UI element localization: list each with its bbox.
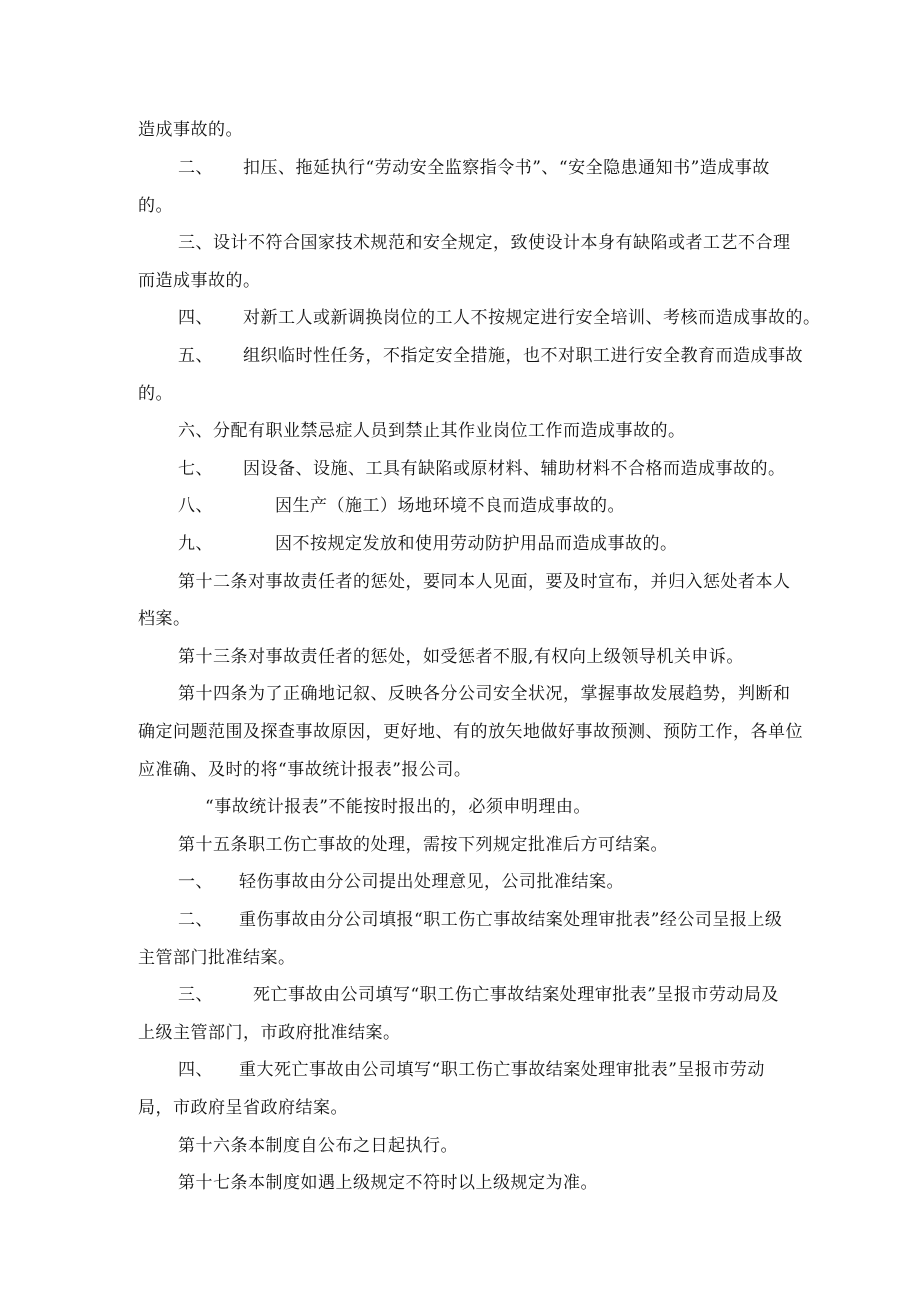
item-number: 四、 [178, 308, 213, 328]
list-item: 二、 重伤事故由分公司填报“职工伤亡事故结案处理审批表”经公司呈报上级 [178, 910, 783, 930]
article-paragraph: 第十七条本制度如遇上级规定不符时以上级规定为准。 [178, 1173, 598, 1193]
text-line: 的。 [138, 196, 173, 216]
list-item: 一、 轻伤事故由分公司提出处理意见，公司批准结案。 [178, 872, 624, 892]
article-paragraph: 第十三条对事故责任者的惩处，如受惩者不服,有权向上级领导机关申诉。 [178, 647, 744, 667]
item-number: 八、 [178, 496, 213, 516]
item-number: 四、 [178, 1060, 213, 1080]
item-number: 五、 [178, 346, 213, 366]
list-item: 七、 因设备、设施、工具有缺陷或原材料、辅助材料不合格而造成事故的。 [178, 459, 786, 479]
item-number: 二、 [178, 158, 213, 178]
list-item: 四、 重大死亡事故由公司填写“职工伤亡事故结案处理审批表”呈报市劳动 [178, 1060, 765, 1080]
text-line: 而造成事故的。 [138, 271, 261, 291]
list-item: 八、 因生产（施工）场地环境不良而造成事故的。 [178, 496, 625, 516]
text-line: 局，市政府呈省政府结案。 [138, 1098, 348, 1118]
item-number: 三、 [178, 985, 213, 1005]
list-item: 四、 对新工人或新调换岗位的工人不按规定进行安全培训、考核而造成事故的。 [178, 308, 821, 328]
text-line: 的。 [138, 384, 173, 404]
list-item: 三、设计不符合国家技术规范和安全规定，致使设计本身有缺陷或者工艺不合理 [178, 233, 791, 253]
article-paragraph: 第十六条本制度自公布之日起执行。 [178, 1136, 458, 1156]
list-item: 五、 组织临时性任务，不指定安全措施，也不对职工进行安全教育而造成事故 [178, 346, 803, 366]
text-line: 造成事故的。 [138, 120, 243, 140]
item-number: 一、 [178, 872, 213, 892]
text-line: 主管部门批准结案。 [138, 948, 296, 968]
article-paragraph: 第十四条为了正确地记叙、反映各分公司安全状况，掌握事故发展趋势，判断和 [178, 684, 791, 704]
text-line: 档案。 [138, 609, 191, 629]
article-paragraph: 第十五条职工伤亡事故的处理，需按下列规定批准后方可结案。 [178, 835, 668, 855]
article-paragraph: 第十二条对事故责任者的惩处，要同本人见面，要及时宣布，并归入惩处者本人 [178, 572, 791, 592]
list-item: 六、分配有职业禁忌症人员到禁止其作业岗位工作而造成事故的。 [178, 421, 686, 441]
item-number: 二、 [178, 910, 213, 930]
list-item: 二、 扣压、拖延执行“劳动安全监察指令书”、“安全隐患通知书”造成事故 [178, 158, 770, 178]
item-number: 九、 [178, 534, 213, 554]
item-number: 七、 [178, 459, 213, 479]
text-line: 应准确、及时的将“事故统计报表”报公司。 [138, 760, 472, 780]
list-item: 九、 因不按规定发放和使用劳动防护用品而造成事故的。 [178, 534, 678, 554]
text-line: 上级主管部门，市政府批准结案。 [138, 1023, 401, 1043]
text-line: “事故统计报表”不能按时报出的，必须申明理由。 [205, 797, 591, 817]
list-item: 三、 死亡事故由公司填写“职工伤亡事故结案处理审批表”呈报市劳动局及 [178, 985, 779, 1005]
text-line: 确定问题范围及探查事故原因，更好地、有的放矢地做好事故预测、预防工作，各单位 [138, 722, 803, 742]
